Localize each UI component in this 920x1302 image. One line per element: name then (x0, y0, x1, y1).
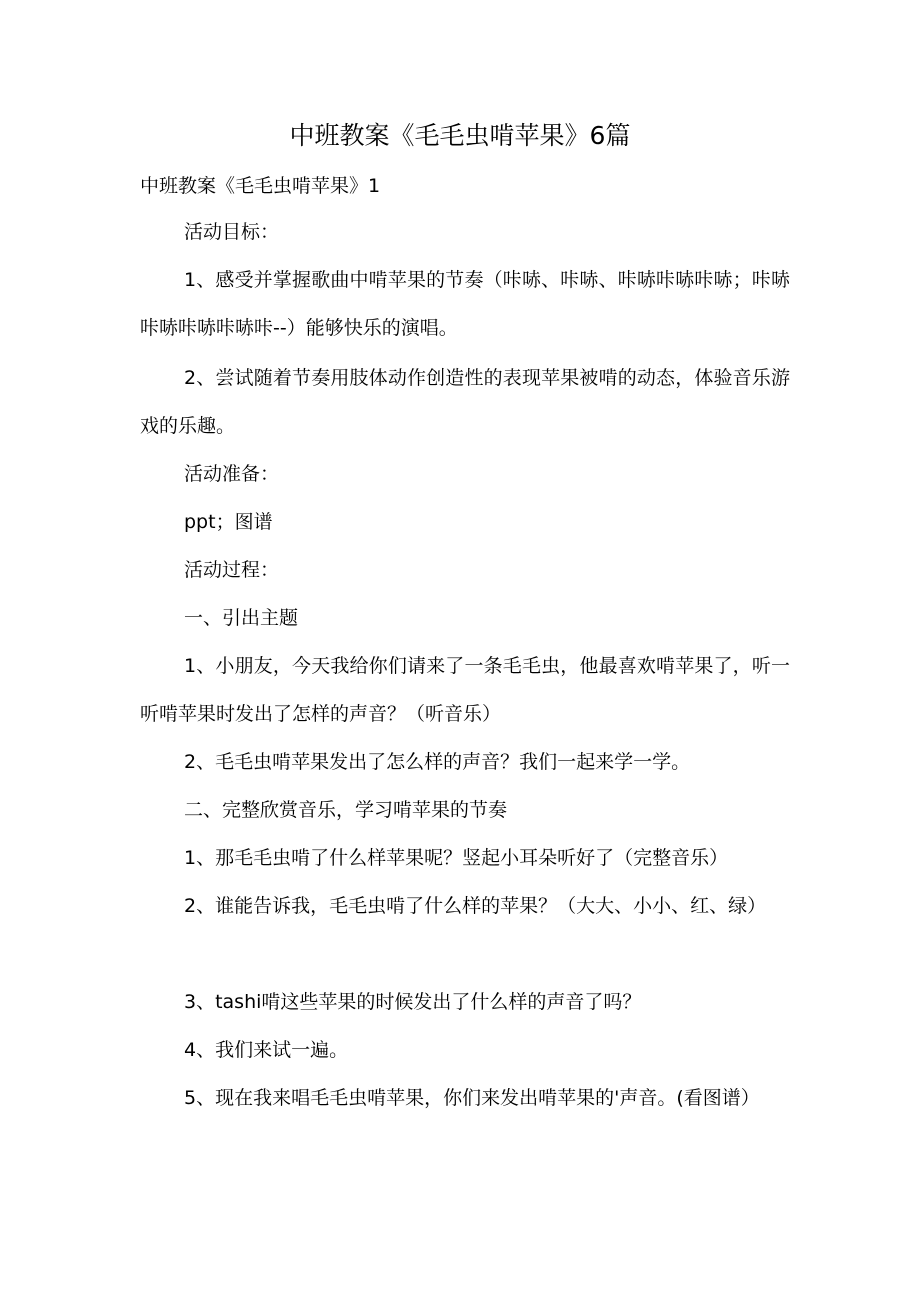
paragraph-step-2-1: 1、那毛毛虫啃了什么样苹果呢？竖起小耳朵听好了（完整音乐） (184, 847, 729, 869)
paragraph-process-heading: 活动过程： (184, 559, 280, 581)
paragraph-preparation-heading: 活动准备： (184, 463, 280, 485)
paragraph-goal-1: 1、感受并掌握歌曲中啃苹果的节奏（咔哧、咔哧、咔哧咔哧咔哧；咔哧咔哧咔哧咔哧咔--）能够快乐的演唱。 (140, 269, 790, 339)
paragraph-step-one-heading: 一、引出主题 (184, 607, 299, 629)
document-title: 中班教案《毛毛虫啃苹果》6篇 (289, 121, 631, 150)
paragraph-step-2-3: 3、tashi啃这些苹果的时候发出了什么样的声音了吗？ (184, 991, 642, 1013)
paragraph-activity-goals-heading: 活动目标： (184, 221, 280, 243)
paragraph-step-1-2: 2、毛毛虫啃苹果发出了怎么样的声音？我们一起来学一学。 (184, 751, 691, 773)
section-heading: 中班教案《毛毛虫啃苹果》1 (140, 175, 381, 197)
paragraph-preparation-items: ppt；图谱 (184, 511, 273, 533)
paragraph-step-2-4: 4、我们来试一遍。 (184, 1039, 349, 1061)
paragraph-step-1-1: 1、小朋友，今天我给你们请来了一条毛毛虫，他最喜欢啃苹果了，听一听啃苹果时发出了怎样的声音？（听音乐） (140, 655, 790, 725)
paragraph-step-2-5: 5、现在我来唱毛毛虫啃苹果，你们来发出啃苹果的'声音。(看图谱） (184, 1087, 760, 1109)
paragraph-step-two-heading: 二、完整欣赏音乐，学习啃苹果的节奏 (184, 799, 508, 821)
paragraph-step-2-2: 2、谁能告诉我，毛毛虫啃了什么样的苹果？（大大、小小、红、绿） (184, 895, 767, 917)
paragraph-goal-2: 2、尝试随着节奏用肢体动作创造性的表现苹果被啃的动态，体验音乐游戏的乐趣。 (140, 367, 790, 437)
